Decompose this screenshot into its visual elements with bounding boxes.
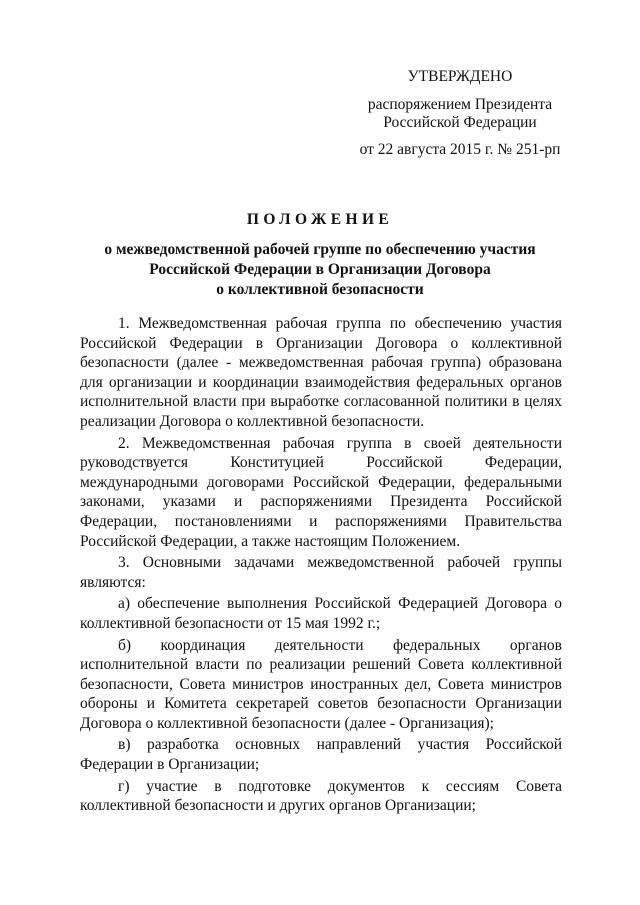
paragraph-3a: а) обеспечение выполнения Российской Федерацией Договора о коллективной безопасности от 15 мая 1992 г.; <box>80 595 562 632</box>
document-subtitle-line1: о межведомственной рабочей группе по обеспечению участия <box>104 241 536 258</box>
paragraph-3c: в) разработка основных направлений участия Российской Федерации в Организации; <box>80 736 562 774</box>
document-title: ПОЛОЖЕНИЕ <box>246 211 394 228</box>
paragraph-2: 2. Межведомственная рабочая группа в своей деятельности руководствуется Конституцией Российской Федерации, международными договорами Российской Федерации, федеральными законами, указами и распоряжениями Президента Российской Федерации, постановлениями и распоряжениями Правительства Российской Федерации, а также настоящим Положением. <box>80 434 562 550</box>
document-body <box>80 314 562 818</box>
approval-date: от 22 августа 2015 г. № 251-рп <box>359 141 561 158</box>
approved-label: УТВЕРЖДЕНО <box>407 68 513 85</box>
approved-by-line1: распоряжением Президента <box>367 96 553 113</box>
paragraph-1: 1. Межведомственная рабочая группа по обеспечению участия Российской Федерации в Организации Договора о коллективной безопасности (далее - межведомственная рабочая группа) образована для организации и координации взаимодействия федеральных органов исполнительной власти при выработке согласованной политики в целях реализации Договора о коллективной безопасности. <box>80 315 562 430</box>
document-subtitle-line3: о коллективной безопасности <box>216 281 424 298</box>
document-subtitle-line2: Российской Федерации в Организации Договора <box>149 261 491 278</box>
title-block <box>70 211 570 300</box>
paragraph-3b: б) координация деятельности федеральных органов исполнительной власти по реализации решений Совета коллективной безопасности, Совета министров иностранных дел, Совета министров обороны и Комитета секретарей советов безопасности Организации Договора о коллективной безопасности (далее - Организация); <box>80 636 562 732</box>
paragraph-3: 3. Основными задачами межведомственной рабочей группы являются: <box>80 554 562 591</box>
approved-by-line2: Российской Федерации <box>383 114 537 131</box>
paragraph-3d: г) участие в подготовке документов к сессиям Совета коллективной безопасности и других органов Организации; <box>80 777 562 815</box>
approval-stamp <box>340 68 580 159</box>
